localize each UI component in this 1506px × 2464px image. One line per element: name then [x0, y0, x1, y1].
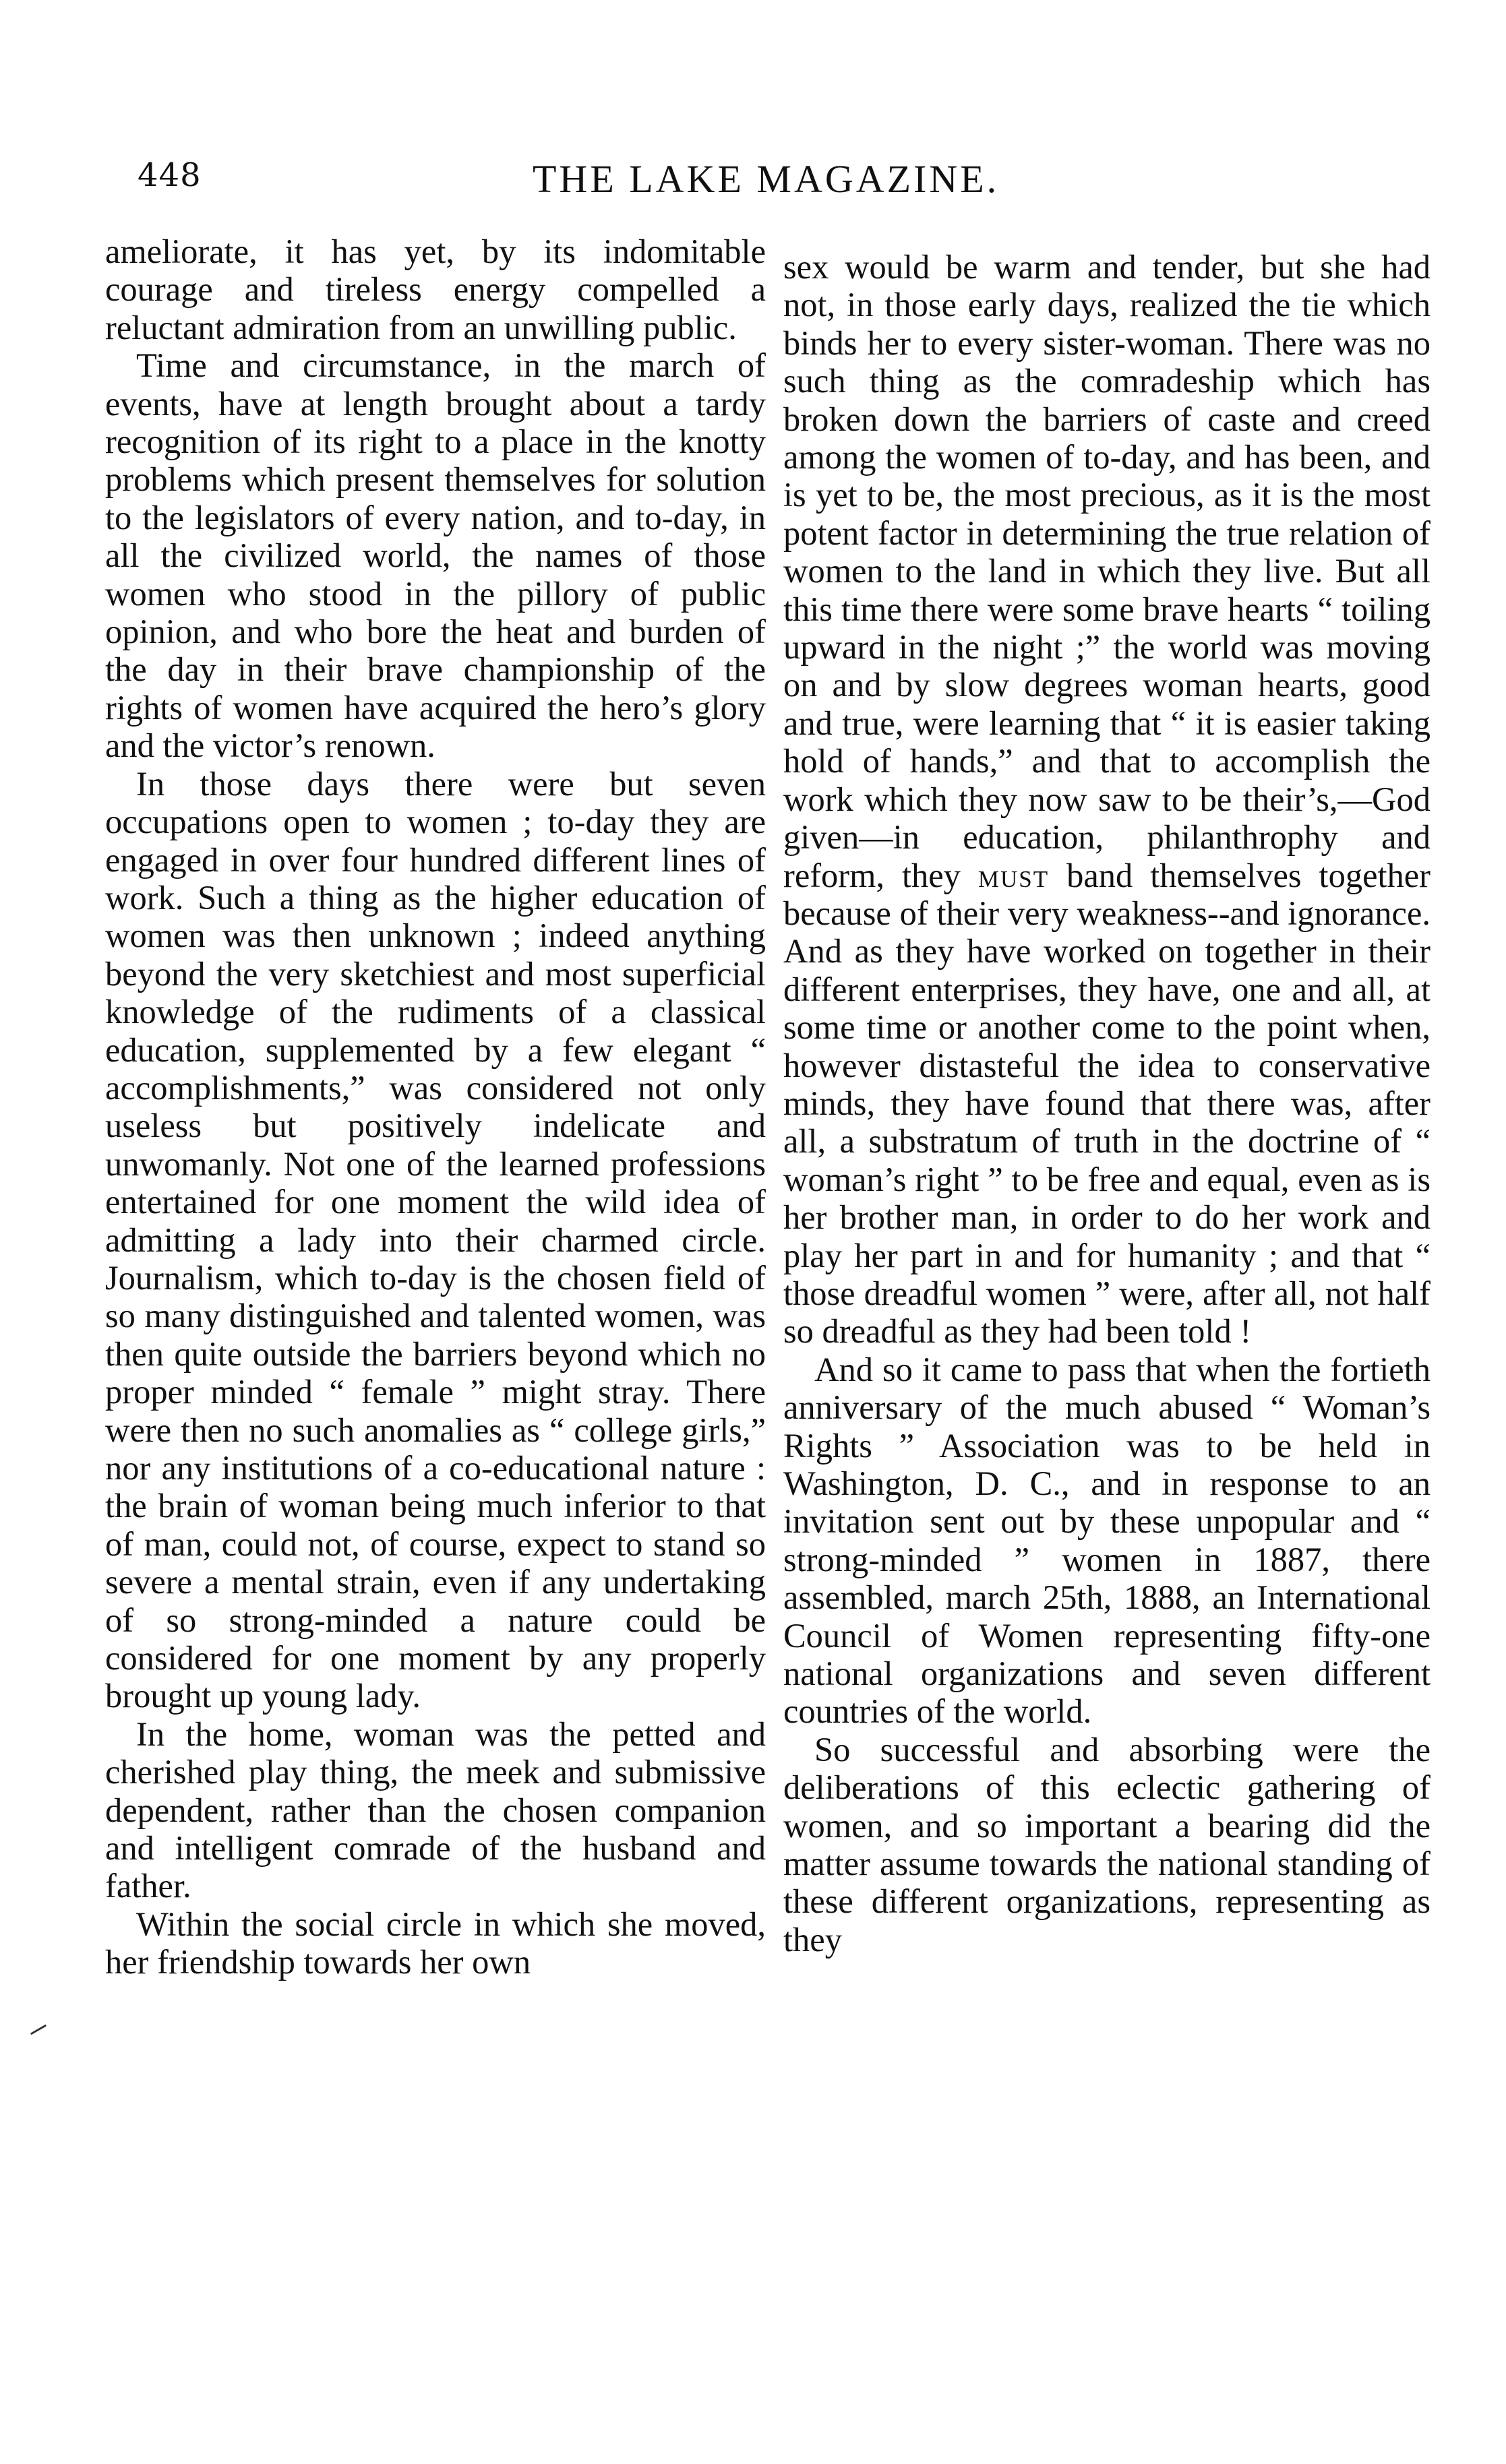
paragraph: In the home, woman was the petted and cherished play thing, the meek and submissive dependent, rather than the chosen companion and intelligent comrade of the husband and father. — [105, 1715, 766, 1905]
paragraph: And so it came to pass that when the fortieth anniversary of the much abused “ Woman’s Rights ” Association was to be held in Washington, D. C., and in response to an invitation sent out by these unpopular and “ strong-minded ” women in 1887, there assembled, march 25th, 1888, an International Council of Women representing fifty-one national organizations and seven different countries of the world. — [783, 1350, 1430, 1731]
running-head — [0, 156, 1506, 204]
paragraph: ameliorate, it has yet, by its indomitable courage and tireless energy compelled a reluctant admiration from an unwilling public. — [105, 233, 766, 346]
paragraph-text: sex would be warm and tender, but she had not, in those early days, realized the tie which binds her to every sister-woman. There was no such thing as the comradeship which has broken down the barriers of caste and creed among the women of to-day, and has been, and is yet to be, the most precious, as it is the most potent factor in determining the true relation of women to the land in which they live. But all this time there were some brave hearts “ toiling upward in the night ;” the world was moving on and by slow degrees woman hearts, good and true, were learning that “ it is easier taking hold of hands,” and that to accomplish the work which they now saw to be their’s,—God given—in education, philanthrophy and reform, they — [783, 248, 1430, 894]
paragraph: Within the social circle in which she moved, her friendship towards her own — [105, 1905, 766, 1981]
paragraph — [783, 248, 1430, 1351]
margin-mark — [30, 2025, 47, 2035]
journal-title: THE LAKE MAGAZINE. — [533, 157, 1000, 201]
paragraph: In those days there were but seven occupations open to women ; to-day they are engaged in over four hundred different lines of work. Such a thing as the higher education of women was then unknown ; indeed anything beyond the very sketchiest and most superficial knowledge of the rudiments of a classical education, supplemented by a few elegant “ accomplishments,” was considered not only useless but positively indelicate and unwomanly. Not one of the learned professions entertained for one moment the wild idea of admitting a lady into their charmed circle. Journalism, which to-day is the chosen field of so many distinguished and talented women, was then quite outside the barriers beyond which no proper minded “ female ” might stray. There were then no such anomalies as “ college girls,” nor any institutions of a co-educational nature : the brain of woman being much inferior to that of man, could not, of course, expect to stand so severe a mental strain, even if any undertaking of so strong-minded a nature could be considered for one moment by any properly brought up young lady. — [105, 764, 766, 1715]
emphasis-text: must — [977, 856, 1050, 894]
paragraph-text: band themselves together because of their very weakness--and ignorance. And as they have worked on together in their different enterprises, they have, one and all, at some time or another come to the point when, however distasteful the idea to conservative minds, they have found that there was, after all, a substratum of truth in the doctrine of “ woman’s right ” to be free and equal, even as is her brother man, in order to do her work and play her part in and for humanity ; and that “ those dreadful women ” were, after all, not half so dreadful as they had been told ! — [783, 856, 1430, 1351]
right-column — [783, 248, 1430, 1959]
left-column — [105, 233, 766, 1981]
page-number: 448 — [138, 156, 202, 194]
paragraph: Time and circumstance, in the march of events, have at length brought about a tardy recognition of its right to a place in the knotty problems which present themselves for solution to the legislators of every nation, and to-day, in all the civilized world, the names of those women who stood in the pillory of public opinion, and who bore the heat and burden of the day in their brave championship of the rights of women have acquired the hero’s glory and the victor’s renown. — [105, 346, 766, 765]
paragraph: So successful and absorbing were the deliberations of this eclectic gathering of women, and so important a bearing did the matter assume towards the national standing of these different organizations, representing as they — [783, 1730, 1430, 1959]
